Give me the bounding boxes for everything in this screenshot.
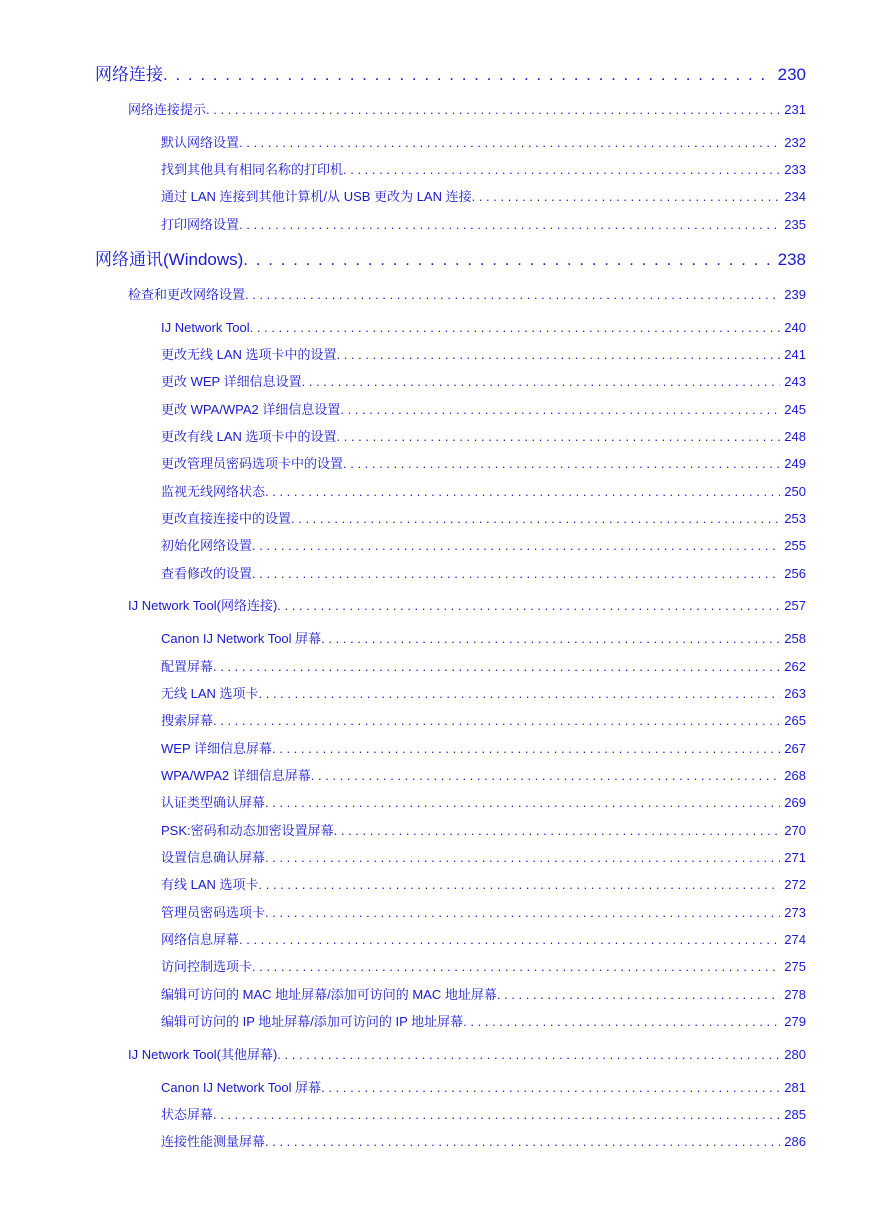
toc-entry-page: 272 <box>784 877 806 892</box>
dot-leader <box>277 1045 780 1065</box>
toc-entry-title: 找到其他具有相同名称的打印机 <box>161 162 344 177</box>
toc-entry[interactable] <box>161 903 806 923</box>
dot-leader <box>277 596 780 616</box>
dot-leader <box>343 454 780 474</box>
toc-entry-title: IJ Network Tool(其他屏幕) <box>128 1047 278 1062</box>
toc-entry-title: 检查和更改网络设置 <box>128 287 246 302</box>
toc-entry-page: 280 <box>784 1047 806 1062</box>
toc-entry-page: 234 <box>784 189 806 204</box>
dot-leader <box>321 629 780 649</box>
toc-entry-title: 监视无线网络状态 <box>161 484 266 499</box>
dot-leader <box>340 400 780 420</box>
toc-entry[interactable] <box>95 63 806 87</box>
toc-entry-page: 249 <box>784 456 806 471</box>
toc-entry[interactable] <box>161 509 806 529</box>
toc-entry-title: 访问控制选项卡 <box>161 959 253 974</box>
toc-entry[interactable] <box>161 629 806 649</box>
toc-entry-title: Canon IJ Network Tool 屏幕 <box>161 1080 322 1095</box>
toc-entry-page: 239 <box>784 287 806 302</box>
dot-leader <box>252 957 780 977</box>
toc-entry-title: 搜索屏幕 <box>161 713 214 728</box>
dot-leader <box>206 100 780 120</box>
toc-entry-title: PSK:密码和动态加密设置屏幕 <box>161 823 334 838</box>
toc-entry-page: 270 <box>784 823 806 838</box>
toc-entry[interactable] <box>161 427 806 447</box>
toc-entry-page: 267 <box>784 741 806 756</box>
toc-entry-page: 273 <box>784 905 806 920</box>
dot-leader <box>472 187 781 207</box>
toc-entry[interactable] <box>161 160 806 180</box>
toc-entry[interactable] <box>161 766 806 786</box>
dot-leader <box>243 248 773 272</box>
toc-entry[interactable] <box>161 985 806 1005</box>
toc-entry[interactable] <box>161 536 806 556</box>
toc-entry[interactable] <box>95 248 806 272</box>
toc-entry[interactable] <box>161 318 806 338</box>
toc-entry-title: 管理员密码选项卡 <box>161 905 266 920</box>
toc-entry[interactable] <box>161 657 806 677</box>
toc-entry[interactable] <box>161 564 806 584</box>
toc-entry[interactable] <box>161 400 806 420</box>
toc-entry-page: 258 <box>784 631 806 646</box>
toc-entry-page: 281 <box>784 1080 806 1095</box>
toc-entry-title: IJ Network Tool(网络连接) <box>128 598 278 613</box>
toc-entry-page: 250 <box>784 484 806 499</box>
dot-leader <box>463 1012 780 1032</box>
toc-entry-page: 233 <box>784 162 806 177</box>
toc-entry-page: 262 <box>784 659 806 674</box>
toc-entry-title: IJ Network Tool <box>161 320 250 335</box>
toc-entry-title: 查看修改的设置 <box>161 566 253 581</box>
toc-entry-page: 286 <box>784 1134 806 1149</box>
toc-entry[interactable] <box>161 1078 806 1098</box>
dot-leader <box>291 509 780 529</box>
toc-entry-page: 241 <box>784 347 806 362</box>
toc-entry-page: 245 <box>784 402 806 417</box>
toc-entry[interactable] <box>161 372 806 392</box>
toc-entry[interactable] <box>161 793 806 813</box>
toc-entry[interactable] <box>161 957 806 977</box>
toc-entry-page: 256 <box>784 566 806 581</box>
toc-entry-title: 更改管理员密码选项卡中的设置 <box>161 456 344 471</box>
dot-leader <box>321 1078 780 1098</box>
toc-entry[interactable] <box>161 454 806 474</box>
toc-entry[interactable] <box>128 596 806 616</box>
toc-entry[interactable] <box>161 711 806 731</box>
toc-entry-page: 274 <box>784 932 806 947</box>
dot-leader <box>239 133 780 153</box>
dot-leader <box>265 1132 780 1152</box>
toc-entry[interactable] <box>161 930 806 950</box>
toc-entry-page: 240 <box>784 320 806 335</box>
dot-leader <box>239 215 780 235</box>
toc-entry-title: WPA/WPA2 详细信息屏幕 <box>161 768 311 783</box>
toc-entry-page: 269 <box>784 795 806 810</box>
toc-entry-title: 通过 LAN 连接到其他计算机/从 USB 更改为 LAN 连接 <box>161 189 472 204</box>
toc-entry-page: 265 <box>784 713 806 728</box>
toc-entry-page: 255 <box>784 538 806 553</box>
dot-leader <box>265 903 780 923</box>
toc-entry-page: 253 <box>784 511 806 526</box>
toc-entry[interactable] <box>161 739 806 759</box>
dot-leader <box>265 848 780 868</box>
toc-entry[interactable] <box>161 821 806 841</box>
dot-leader <box>343 160 780 180</box>
toc-entry[interactable] <box>161 482 806 502</box>
toc-entry[interactable] <box>161 875 806 895</box>
toc-entry-title: 编辑可访问的 MAC 地址屏幕/添加可访问的 MAC 地址屏幕 <box>161 987 497 1002</box>
dot-leader <box>245 285 780 305</box>
toc-entry[interactable] <box>128 1045 806 1065</box>
toc-entry-page: 248 <box>784 429 806 444</box>
toc-entry[interactable] <box>161 848 806 868</box>
dot-leader <box>213 1105 780 1125</box>
toc-entry-page: 279 <box>784 1014 806 1029</box>
toc-entry[interactable] <box>161 345 806 365</box>
toc-entry-title: 更改 WEP 详细信息设置 <box>161 374 302 389</box>
toc-entry-page: 275 <box>784 959 806 974</box>
toc-entry[interactable] <box>161 187 806 207</box>
dot-leader <box>265 482 780 502</box>
dot-leader <box>252 536 780 556</box>
dot-leader <box>252 564 780 584</box>
toc-entry-title: WEP 详细信息屏幕 <box>161 741 272 756</box>
toc-entry-title: 状态屏幕 <box>161 1107 214 1122</box>
dot-leader <box>259 684 781 704</box>
dot-leader <box>334 821 781 841</box>
toc-entry-title: 网络连接 <box>95 65 163 84</box>
dot-leader <box>311 766 781 786</box>
toc-entry-title: 默认网络设置 <box>161 135 240 150</box>
toc-entry-page: 235 <box>784 217 806 232</box>
toc-entry-title: 更改无线 LAN 选项卡中的设置 <box>161 347 337 362</box>
toc-entry-title: 更改直接连接中的设置 <box>161 511 292 526</box>
toc-entry-page: 278 <box>784 987 806 1002</box>
toc-entry[interactable] <box>161 684 806 704</box>
dot-leader <box>272 739 780 759</box>
toc-entry-title: 认证类型确认屏幕 <box>161 795 266 810</box>
toc-entry[interactable] <box>161 1132 806 1152</box>
toc-entry-title: 更改有线 LAN 选项卡中的设置 <box>161 429 337 444</box>
dot-leader <box>259 875 781 895</box>
dot-leader <box>337 427 781 447</box>
toc-entry[interactable] <box>161 215 806 235</box>
toc-entry-page: 230 <box>777 65 806 84</box>
dot-leader <box>239 930 780 950</box>
dot-leader <box>265 793 780 813</box>
toc-entry-page: 257 <box>784 598 806 613</box>
toc-entry-title: 有线 LAN 选项卡 <box>161 877 259 892</box>
toc-entry-page: 268 <box>784 768 806 783</box>
toc-entry-page: 263 <box>784 686 806 701</box>
toc-entry-title: 网络通讯(Windows) <box>95 250 244 269</box>
toc-entry-page: 271 <box>784 850 806 865</box>
toc-entry-title: 配置屏幕 <box>161 659 214 674</box>
toc-entry-page: 243 <box>784 374 806 389</box>
dot-leader <box>497 985 780 1005</box>
toc-entry[interactable] <box>128 100 806 120</box>
toc-entry[interactable] <box>161 1105 806 1125</box>
dot-leader <box>250 318 781 338</box>
toc-entry-title: 连接性能测量屏幕 <box>161 1134 266 1149</box>
toc-entry-page: 238 <box>777 250 806 269</box>
toc-entry-title: 网络连接提示 <box>128 102 207 117</box>
toc-entry-title: 初始化网络设置 <box>161 538 253 553</box>
toc-entry[interactable] <box>128 285 806 305</box>
toc-entry-title: 网络信息屏幕 <box>161 932 240 947</box>
dot-leader <box>213 657 780 677</box>
dot-leader <box>163 63 774 87</box>
toc-entry[interactable] <box>161 133 806 153</box>
dot-leader <box>302 372 781 392</box>
toc-entry-page: 232 <box>784 135 806 150</box>
toc-entry[interactable] <box>161 1012 806 1032</box>
toc-entry-title: Canon IJ Network Tool 屏幕 <box>161 631 322 646</box>
dot-leader <box>213 711 780 731</box>
toc-entry-title: 无线 LAN 选项卡 <box>161 686 259 701</box>
toc-entry-title: 打印网络设置 <box>161 217 240 232</box>
toc-entry-title: 编辑可访问的 IP 地址屏幕/添加可访问的 IP 地址屏幕 <box>161 1014 464 1029</box>
toc-entry-title: 更改 WPA/WPA2 详细信息设置 <box>161 402 341 417</box>
toc-entry-title: 设置信息确认屏幕 <box>161 850 266 865</box>
toc-entry-page: 285 <box>784 1107 806 1122</box>
toc-entry-page: 231 <box>784 102 806 117</box>
dot-leader <box>337 345 781 365</box>
